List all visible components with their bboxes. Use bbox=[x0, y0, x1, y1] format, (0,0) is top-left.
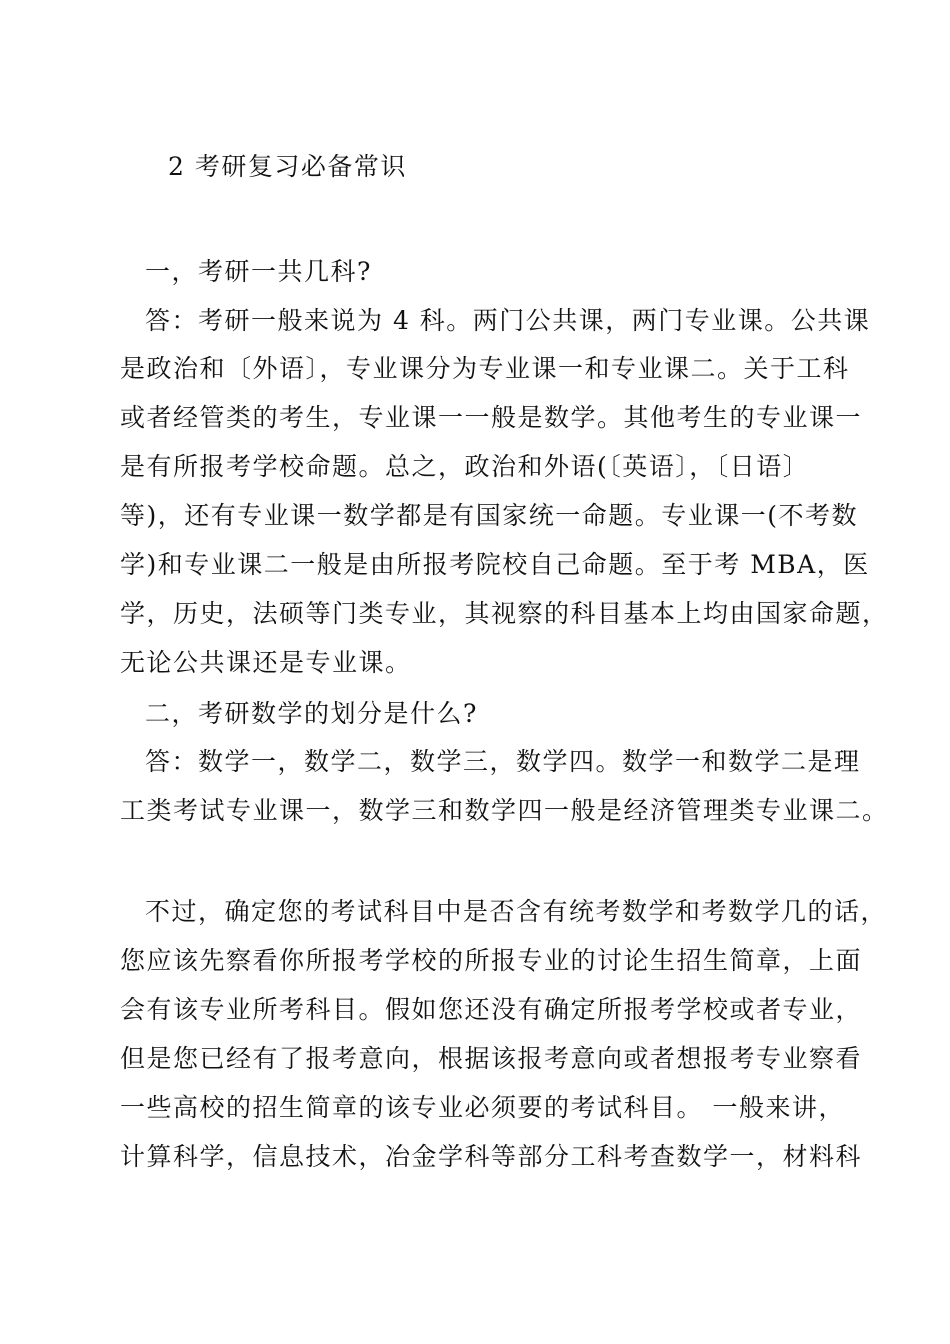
paragraph-line: 学)和专业课二一般是由所报考院校自己命题。至于考 MBA，医 bbox=[120, 550, 870, 579]
paragraph-line: 答：数学一，数学二，数学三，数学四。数学一和数学二是理 bbox=[145, 747, 861, 776]
paragraph-line: 一些高校的招生简章的该专业必须要的考试科目。 一般来讲， bbox=[120, 1093, 845, 1122]
paragraph-line: 但是您已经有了报考意向，根据该报考意向或者想报考专业察看 bbox=[120, 1044, 863, 1073]
paragraph-line: 是政治和〔外语〕，专业课分为专业课一和专业课二。关于工科 bbox=[120, 354, 850, 383]
paragraph-line: 计算科学，信息技术，冶金学科等部分工科考查数学一，材料科 bbox=[120, 1142, 863, 1171]
paragraph-line: 是有所报考学校命题。总之，政治和外语(〔英语〕，〔日语〕 bbox=[120, 452, 810, 481]
paragraph-line: 您应该先察看你所报考学校的所报专业的讨论生招生简章，上面 bbox=[120, 946, 863, 975]
paragraph-line: 会有该专业所考科目。假如您还没有确定所报考学校或者专业， bbox=[120, 995, 863, 1024]
paragraph-line: 学，历史，法硕等门类专业，其视察的科目基本上均由国家命题， bbox=[120, 599, 889, 628]
paragraph-line: 或者经管类的考生，专业课一一般是数学。其他考生的专业课一 bbox=[120, 403, 863, 432]
paragraph-line: 不过，确定您的考试科目中是否含有统考数学和考数学几的话， bbox=[145, 897, 888, 926]
document-title: 2 考研复习必备常识 bbox=[168, 152, 407, 181]
paragraph-line: 等)，还有专业课一数学都是有国家统一命题。专业课一(不考数 bbox=[120, 501, 859, 530]
question-1: 一，考研一共几科? bbox=[145, 257, 372, 286]
question-2: 二，考研数学的划分是什么? bbox=[145, 699, 478, 728]
paragraph-line: 工类考试专业课一，数学三和数学四一般是经济管理类专业课二。 bbox=[120, 796, 889, 825]
paragraph-line: 答：考研一般来说为 4 科。两门公共课，两门专业课。公共课 bbox=[145, 306, 871, 335]
paragraph-line: 无论公共课还是专业课。 bbox=[120, 648, 412, 677]
